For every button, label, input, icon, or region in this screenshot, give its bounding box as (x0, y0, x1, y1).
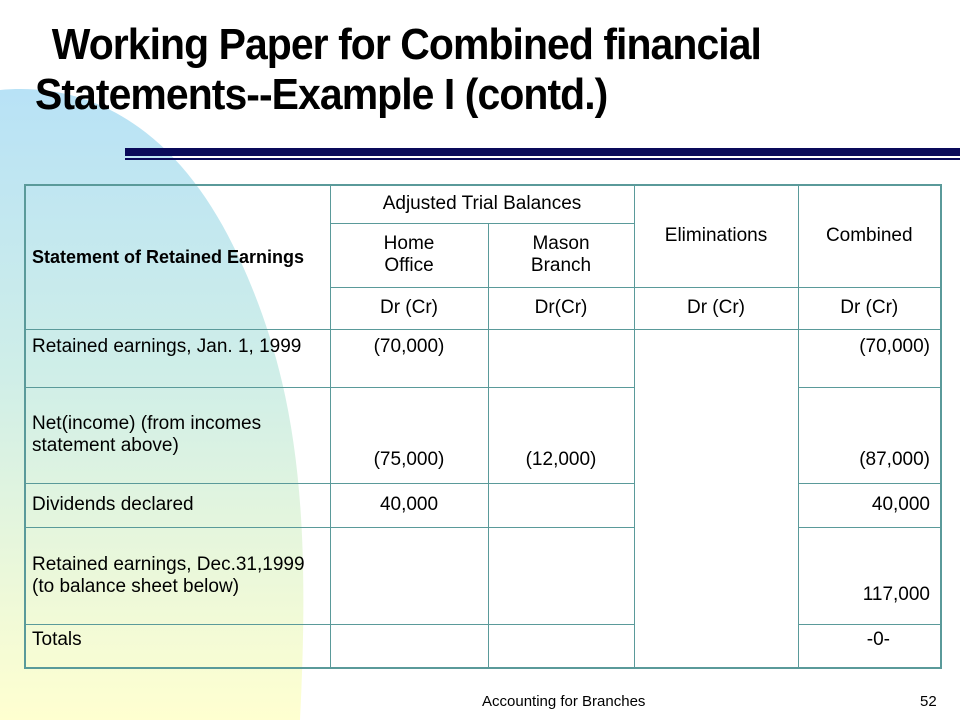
cell-home: (70,000) (330, 329, 488, 387)
col-header-home-office (330, 223, 488, 287)
table-row (25, 483, 941, 527)
title-rule-thin (125, 158, 960, 160)
cell-home (330, 527, 488, 624)
table-row (25, 624, 941, 668)
slide-title (35, 20, 881, 120)
row-header-cell (25, 185, 330, 329)
subheader-home: Dr (Cr) (330, 287, 488, 329)
row-label: Retained earnings, Jan. 1, 1999 (25, 329, 330, 387)
cell-home (330, 624, 488, 668)
cell-combined: (70,000) (798, 329, 941, 387)
col-header-mason-branch (488, 223, 634, 287)
cell-branch (488, 624, 634, 668)
title-rule-thick (125, 148, 960, 156)
working-paper-table (24, 184, 942, 669)
table-row (25, 527, 941, 624)
col-header-mason-branch-label: Mason Branch (530, 233, 592, 276)
page-number: 52 (920, 693, 937, 710)
cell-branch (488, 483, 634, 527)
cell-combined: (87,000) (798, 387, 941, 483)
row-header-label: Statement of Retained Earnings (32, 247, 305, 268)
cell-combined: -0- (798, 624, 941, 668)
cell-eliminations-empty (634, 329, 798, 668)
cell-combined: 117,000 (798, 527, 941, 624)
cell-branch: (12,000) (488, 387, 634, 483)
row-label: Net(income) (from incomes statement above) (25, 387, 330, 483)
col-header-combined: Combined (798, 185, 941, 287)
working-paper-table-container (24, 184, 942, 669)
slide-title-line1: Working Paper for Combined financial (51, 20, 761, 69)
cell-branch (488, 329, 634, 387)
footer-text: Accounting for Branches (482, 693, 646, 710)
cell-combined: 40,000 (798, 483, 941, 527)
cell-home: 40,000 (330, 483, 488, 527)
group-header-adjusted-trial-balances: Adjusted Trial Balances (330, 185, 634, 223)
row-label: Retained earnings, Dec.31,1999 (to balance sheet below) (25, 527, 330, 624)
subheader-branch: Dr(Cr) (488, 287, 634, 329)
table-row (25, 329, 941, 387)
col-header-eliminations: Eliminations (634, 185, 798, 287)
subheader-eliminations: Dr (Cr) (634, 287, 798, 329)
row-label: Totals (25, 624, 330, 668)
col-header-home-office-label: Home Office (383, 233, 435, 276)
subheader-combined: Dr (Cr) (798, 287, 941, 329)
row-label: Dividends declared (25, 483, 330, 527)
cell-branch (488, 527, 634, 624)
cell-home: (75,000) (330, 387, 488, 483)
table-row (25, 387, 941, 483)
slide-title-line2: Statements--Example I (contd.) (35, 70, 608, 119)
